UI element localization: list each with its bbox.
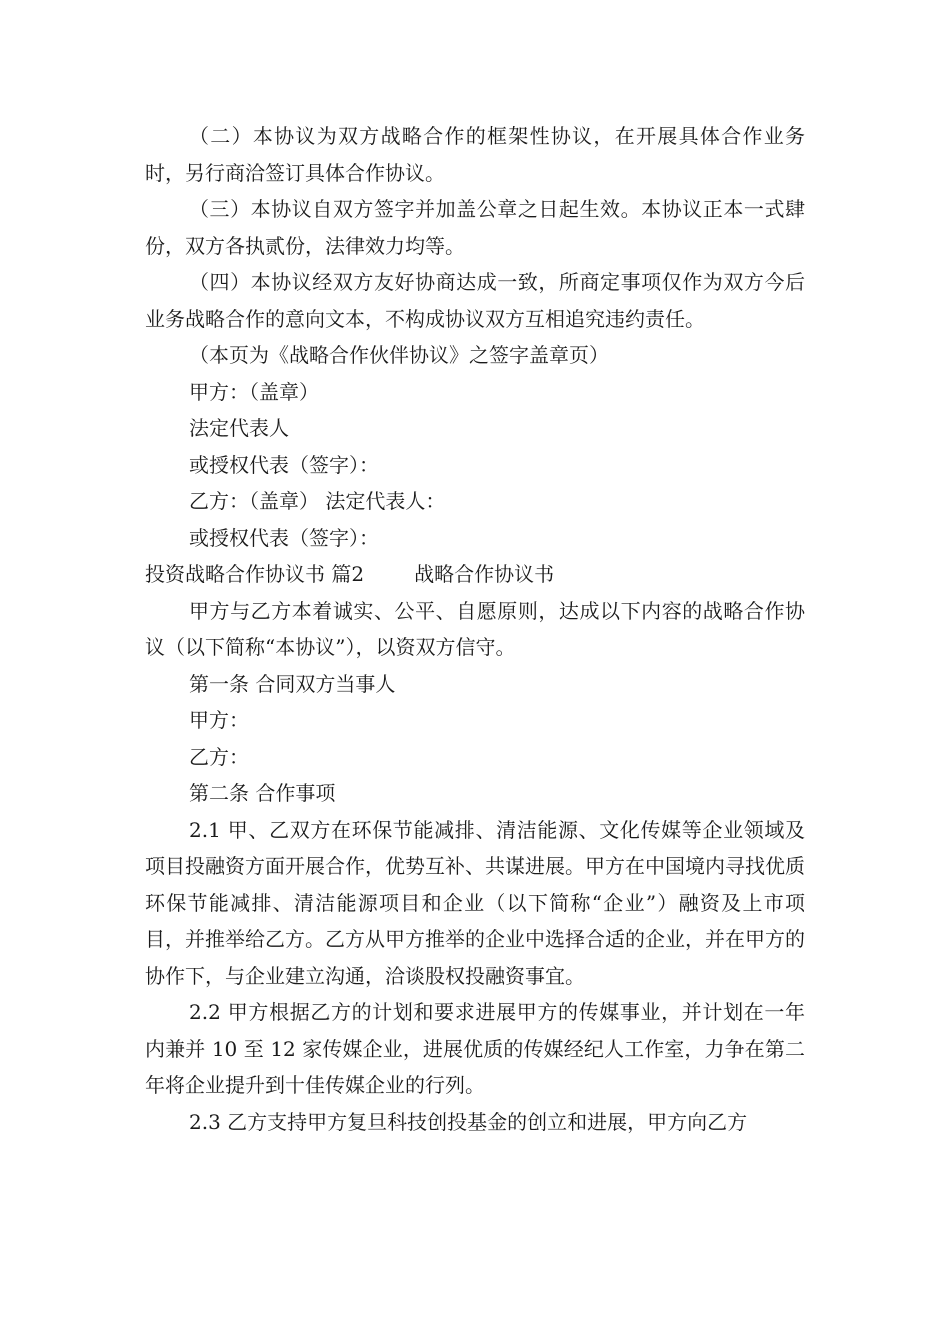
authorized-rep-a: 或授权代表（签字）： xyxy=(189,452,379,477)
document-body xyxy=(145,118,805,1140)
heading-right: 战略合作协议书 xyxy=(414,562,555,586)
clause-3: （三）本协议自双方签字并加盖公章之日起生效。本协议正本一式肆份，双方各执贰份，法律效力均等。 xyxy=(145,197,805,258)
authorized-rep-b: 或授权代表（签字）： xyxy=(189,525,379,550)
item-2-3: 2.3 乙方支持甲方复旦科技创投基金的创立和进展，甲方向乙方 xyxy=(189,1109,748,1134)
party-b-seal: 乙方：（盖章） 法定代表人： xyxy=(189,489,446,513)
item-2-1: 2.1 甲、乙双方在环保节能减排、清洁能源、文化传媒等企业领域及项目投融资方面开展合作，优势互补、共谋进展。甲方在中国境内寻找优质环保节能减排、清洁能源项目和企业（以下简称“企业”）融资及上市项目，并推举给乙方。乙方从甲方推举的企业中选择合适的企业，并在甲方的协作下，与企业建立沟通，洽谈股权投融资事宜。 xyxy=(145,817,805,988)
article-2-title: 第二条 合作事项 xyxy=(189,781,336,805)
item-2-2: 2.2 甲方根据乙方的计划和要求进展甲方的传媒事业，并计划在一年内兼并 10 至 12 家传媒企业，进展优质的传媒经纪人工作室，力争在第二年将企业提升到十佳传媒企业的行列。 xyxy=(145,1000,805,1097)
article-1-title: 第一条 合同双方当事人 xyxy=(189,671,396,696)
intro-paragraph: 甲方与乙方本着诚实、公平、自愿原则，达成以下内容的战略合作协议（以下简称“本协议”），以资双方信守。 xyxy=(145,598,805,659)
party-a-seal: 甲方：（盖章） xyxy=(189,379,319,404)
party-a-label: 甲方： xyxy=(189,708,249,732)
legal-representative: 法定代表人 xyxy=(189,416,289,440)
heading-left: 投资战略合作协议书 篇2 xyxy=(145,562,365,586)
party-b-label: 乙方： xyxy=(189,744,249,769)
signature-page-note: （本页为《战略合作伙伴协议》之签字盖章页） xyxy=(189,343,609,367)
clause-4: （四）本协议经双方友好协商达成一致，所商定事项仅作为双方今后业务战略合作的意向文本，不构成协议双方互相追究违约责任。 xyxy=(145,270,805,331)
clause-2: （二）本协议为双方战略合作的框架性协议，在开展具体合作业务时，另行商洽签订具体合作协议。 xyxy=(145,124,805,185)
section-heading xyxy=(145,556,805,593)
